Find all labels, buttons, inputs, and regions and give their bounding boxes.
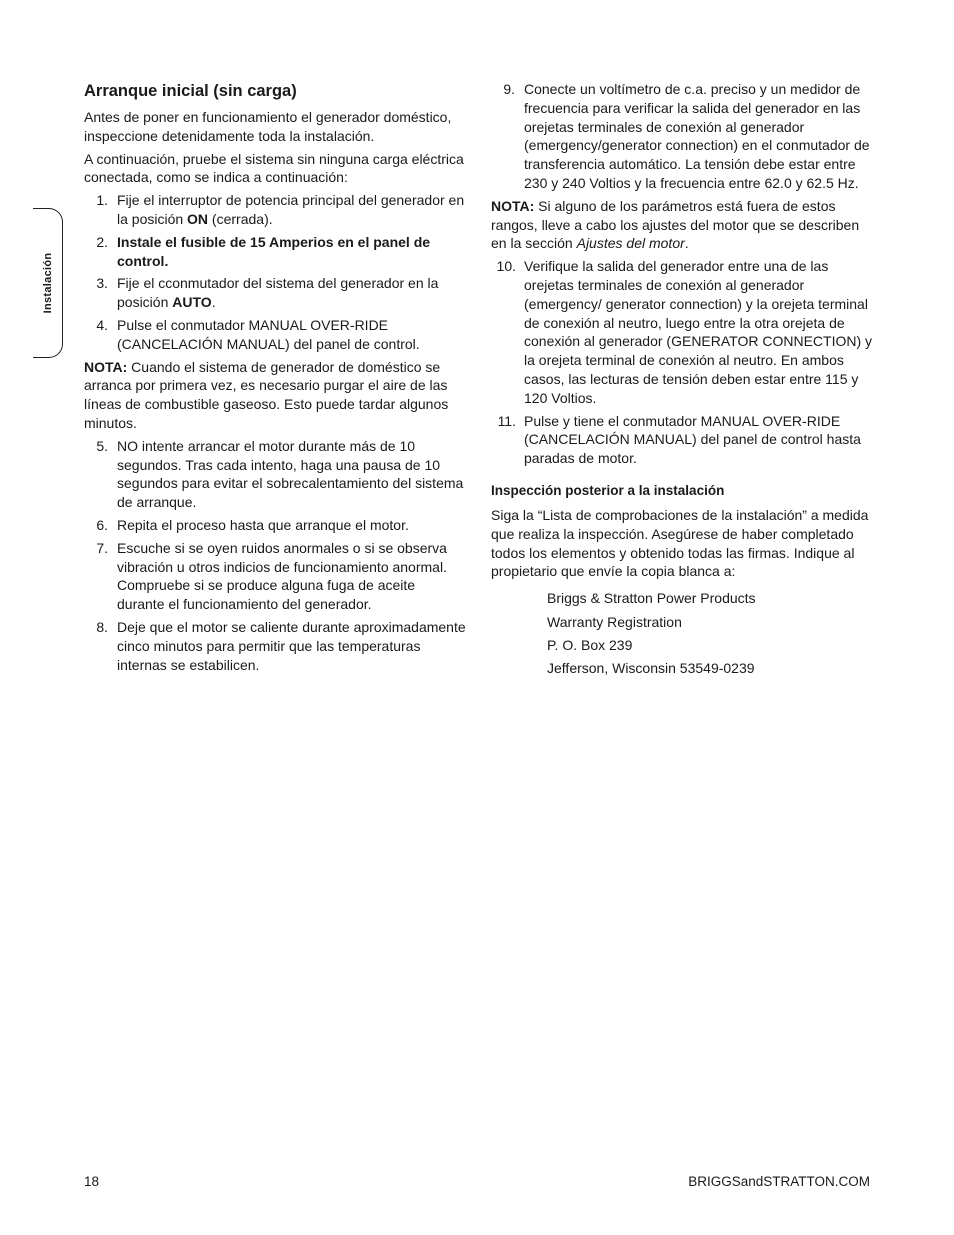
step-1 <box>84 191 466 229</box>
step-6 <box>84 516 466 535</box>
step-text-bold: Instale el fusible de 15 Amperios en el panel de control. <box>117 233 431 269</box>
section-side-tab <box>33 208 63 358</box>
subsection-title: Inspección posterior a la instalación <box>491 482 725 498</box>
step-text: . <box>211 294 216 311</box>
step-text: Fije el cconmutador del sistema del generador en la posición <box>117 275 439 311</box>
step-text: Verifique la salida del generador entre una de las orejetas terminales de conexión al generador (emergency/ generator connection) y la orejeta terminal de conexión al neutro, luego entre la otra orejeta de conexión al generador (GENERATOR CONNECTION) y la orejeta terminal de conexión al neutro. En ambos casos, las lecturas de tensión deben estar entre 115 y 120 Voltios. <box>524 258 873 406</box>
footer-website: BRIGGSandSTRATTON.COM <box>688 1174 870 1189</box>
step-number: 5. <box>96 437 108 454</box>
step-7 <box>84 539 466 614</box>
step-number: 10. <box>496 258 516 275</box>
step-text: Deje que el motor se caliente durante aproximadamente cinco minutos para permitir que las temperaturas internas se estabilicen. <box>117 618 466 673</box>
step-4 <box>84 316 466 354</box>
section-side-tab-label: Instalación <box>41 252 54 314</box>
step-5 <box>84 437 466 512</box>
step-text-bold: ON <box>187 210 209 227</box>
inspection-paragraph: Siga la “Lista de comprobaciones de la instalación” a medida que realiza la inspección. Asegúrese de haber completado todos los elementos y obtenido todas las firmas. Indique al propietario que envíe la copia blanca a: <box>491 506 869 580</box>
step-text: Fije el interruptor de potencia principal del generador en la posición <box>117 192 465 227</box>
step-number: 9. <box>503 81 515 97</box>
step-3 <box>84 274 466 312</box>
right-column <box>491 80 875 683</box>
step-number: 6. <box>96 516 108 533</box>
step-text: NO intente arrancar el motor durante más de 10 segundos. Tras cada intento, haga una pausa de 10 segundos para evitar el sobrecalentamiento del sistema de arranque. <box>117 437 464 511</box>
step-number: 8. <box>96 618 108 635</box>
note-text: Si alguno de los parámetros está fuera de estos rangos, lleve a cabo los ajustes del motor que se describen en la sección <box>491 197 860 252</box>
step-9 <box>491 80 875 193</box>
step-text: (cerrada). <box>208 210 273 227</box>
step-number: 3. <box>96 275 108 292</box>
step-text: Pulse el conmutador MANUAL OVER-RIDE (CANCELACIÓN MANUAL) del panel de control. <box>117 316 420 352</box>
step-10 <box>491 257 875 407</box>
address-line: Jefferson, Wisconsin 53549-0239 <box>547 660 755 677</box>
steps-list-3 <box>491 80 875 193</box>
address-line: P. O. Box 239 <box>547 636 633 653</box>
note-paragraph <box>491 197 875 253</box>
step-8 <box>84 618 466 674</box>
section-title: Arranque inicial (sin carga) <box>84 82 297 100</box>
mailing-address <box>547 589 875 678</box>
step-text: Conecte un voltímetro de c.a. preciso y un medidor de frecuencia para verificar la salida del generador en las orejetas terminales de conexión al generador (emergency/generator connection) en el conmutador de transferencia automático. La tensión debe estar entre 230 y 240 Voltios y la frecuencia entre 62.0 y 62.5 Hz. <box>524 81 870 191</box>
step-number: 7. <box>96 539 108 556</box>
note-reference: Ajustes del motor <box>576 235 685 252</box>
left-column <box>84 80 466 678</box>
note-label: NOTA: <box>491 197 535 214</box>
step-number: 2. <box>96 233 108 250</box>
step-2 <box>84 233 466 271</box>
note-text: . <box>684 235 689 252</box>
step-number: 1. <box>96 192 108 209</box>
note-text: Cuando el sistema de generador de doméstico se arranca por primera vez, es necesario purgar el aire de las líneas de combustible gaseoso. Esto puede tardar algunos minutos. <box>84 358 449 431</box>
step-text: Escuche si se oyen ruidos anormales o si se observa vibración u otros indicios de funcionamiento anormal. Compruebe si se produce alguna fuga de aceite durante el funcionamiento del generador. <box>117 539 447 613</box>
step-text-bold: AUTO <box>172 294 212 311</box>
step-11 <box>491 412 875 468</box>
step-text: Repita el proceso hasta que arranque el motor. <box>117 516 409 533</box>
step-number: 11. <box>497 412 516 429</box>
note-paragraph <box>84 358 466 433</box>
note-label: NOTA: <box>84 358 128 375</box>
steps-list-2 <box>84 437 466 675</box>
steps-list-4 <box>491 257 875 468</box>
intro-paragraph-2: A continuación, pruebe el sistema sin ninguna carga eléctrica conectada, como se indica a continuación: <box>84 150 464 186</box>
page-number: 18 <box>84 1174 100 1189</box>
address-line: Warranty Registration <box>547 613 682 630</box>
step-text: Pulse y tiene el conmutador MANUAL OVER-RIDE (CANCELACIÓN MANUAL) del panel de control hasta paradas de motor. <box>524 412 861 467</box>
address-line: Briggs & Stratton Power Products <box>547 590 756 607</box>
intro-paragraph-1: Antes de poner en funcionamiento el generador doméstico, inspeccione detenidamente toda la instalación. <box>84 109 452 144</box>
step-number: 4. <box>96 316 108 333</box>
steps-list-1 <box>84 191 466 353</box>
